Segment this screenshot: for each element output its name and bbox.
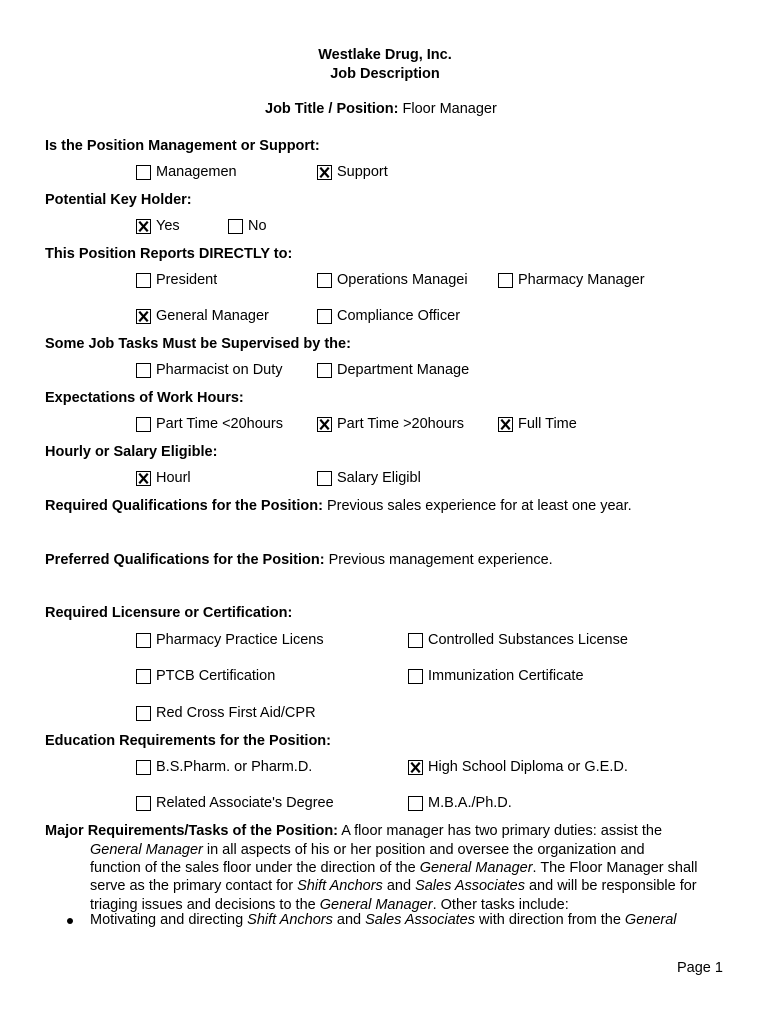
option-label: Pharmacy Manager <box>518 272 645 288</box>
option-label: Managemen <box>156 164 237 180</box>
option-compliance-officer[interactable] <box>317 308 460 324</box>
checkbox-icon[interactable] <box>408 796 423 811</box>
checkmark-x-icon <box>319 419 330 430</box>
checkbox-icon[interactable] <box>136 760 151 775</box>
education-heading: Education Requirements for the Position: <box>45 733 331 749</box>
preferred-qualifications <box>45 552 553 568</box>
option-label: Immunization Certificate <box>428 668 584 684</box>
option-hourly[interactable] <box>136 470 191 486</box>
checkmark-x-icon <box>138 221 149 232</box>
option-label: Compliance Officer <box>337 308 461 324</box>
checkbox-icon[interactable] <box>136 165 151 180</box>
checkbox-icon[interactable] <box>136 273 151 288</box>
checkbox-icon[interactable] <box>317 309 332 324</box>
checkbox-icon[interactable] <box>136 363 151 378</box>
document-title: Job Description <box>330 66 440 82</box>
checkmark-x-icon <box>138 311 149 322</box>
option-high-school-diploma[interactable] <box>408 759 628 775</box>
option-controlled-substances-license[interactable] <box>408 632 628 648</box>
option-label: High School Diploma or G.E.D. <box>428 759 628 775</box>
major-requirements-body <box>90 841 740 914</box>
checkbox-icon[interactable] <box>317 273 332 288</box>
required-qualifications-value: Previous sales experience for at least one year. <box>326 498 632 514</box>
option-immunization-certificate[interactable] <box>408 668 584 684</box>
checkbox-icon[interactable] <box>498 417 513 432</box>
option-pharmacist-on-duty[interactable] <box>136 362 283 378</box>
job-title-label: Job Title / Position: <box>265 101 399 117</box>
option-ptcb-certification[interactable] <box>136 668 275 684</box>
checkbox-icon[interactable] <box>136 219 151 234</box>
option-label: General Manager <box>156 308 269 324</box>
checkbox-icon[interactable] <box>228 219 243 234</box>
option-label: Hourl <box>156 470 191 486</box>
option-department-manager[interactable] <box>317 362 469 378</box>
option-operations-manager[interactable] <box>317 272 468 288</box>
option-label: PTCB Certification <box>156 668 276 684</box>
major-requirements-line: A floor manager has two primary duties: assist the <box>341 823 663 839</box>
position-type-heading: Is the Position Management or Support: <box>45 138 320 154</box>
major-requirements-line: serve as the primary contact for Shift Anchors and Sales Associates and will be responsible for <box>90 878 697 895</box>
option-label: Support <box>337 164 388 180</box>
option-pharmacy-manager[interactable] <box>498 272 645 288</box>
checkmark-x-icon <box>138 473 149 484</box>
checkbox-icon[interactable] <box>317 165 332 180</box>
option-label: B.S.Pharm. or Pharm.D. <box>156 759 313 775</box>
reports-to-heading: This Position Reports DIRECTLY to: <box>45 246 293 262</box>
required-qualifications-label: Required Qualifications for the Position: <box>45 498 323 514</box>
preferred-qualifications-value: Previous management experience. <box>328 552 553 568</box>
task-bullet-item: Motivating and directing Shift Anchors and Sales Associates with direction from the General <box>90 912 677 928</box>
preferred-qualifications-label: Preferred Qualifications for the Position: <box>45 552 325 568</box>
checkmark-x-icon <box>319 167 330 178</box>
pay-type-heading: Hourly or Salary Eligible: <box>45 444 218 460</box>
option-no[interactable] <box>228 218 267 234</box>
checkmark-x-icon <box>410 762 421 773</box>
checkbox-icon[interactable] <box>136 669 151 684</box>
major-requirements-line: General Manager in all aspects of his or her position and oversee the organization and <box>90 842 645 858</box>
option-label: Part Time <20hours <box>156 416 283 432</box>
option-label: Pharmacist on Duty <box>156 362 283 378</box>
required-qualifications <box>45 498 632 514</box>
option-label: President <box>156 272 218 288</box>
option-president[interactable] <box>136 272 217 288</box>
option-red-cross-first-aid[interactable] <box>136 705 316 721</box>
checkbox-icon[interactable] <box>136 633 151 648</box>
bullet-icon <box>67 918 73 924</box>
option-label: Controlled Substances License <box>428 632 628 648</box>
checkbox-icon[interactable] <box>136 706 151 721</box>
major-requirements-line: triaging issues and decisions to the General Manager. Other tasks include: <box>90 896 569 913</box>
option-label: Red Cross First Aid/CPR <box>156 705 316 721</box>
checkbox-icon[interactable] <box>408 669 423 684</box>
option-label: Salary Eligibl <box>337 470 421 486</box>
page-number: Page 1 <box>677 960 723 976</box>
option-label: Related Associate's Degree <box>156 795 334 811</box>
option-full-time[interactable] <box>498 416 577 432</box>
checkbox-icon[interactable] <box>317 363 332 378</box>
major-requirements-line: function of the sales floor under the direction of the General Manager. The Floor Manager shall <box>90 860 698 877</box>
checkbox-icon[interactable] <box>498 273 513 288</box>
checkbox-icon[interactable] <box>317 417 332 432</box>
major-requirements-label: Major Requirements/Tasks of the Position: <box>45 823 339 839</box>
option-part-time-under-20[interactable] <box>136 416 283 432</box>
option-pharmacy-practice-license[interactable] <box>136 632 324 648</box>
option-support[interactable] <box>317 164 388 180</box>
key-holder-heading: Potential Key Holder: <box>45 192 192 208</box>
option-mba-phd[interactable] <box>408 795 512 811</box>
licensure-heading: Required Licensure or Certification: <box>45 605 293 621</box>
checkbox-icon[interactable] <box>136 796 151 811</box>
checkmark-x-icon <box>500 419 511 430</box>
option-label: Operations Managei <box>337 272 468 288</box>
checkbox-icon[interactable] <box>317 471 332 486</box>
checkbox-icon[interactable] <box>408 760 423 775</box>
option-label: Pharmacy Practice Licens <box>156 632 324 648</box>
option-label: Yes <box>156 218 180 234</box>
option-label: M.B.A./Ph.D. <box>428 795 512 811</box>
work-hours-heading: Expectations of Work Hours: <box>45 390 244 406</box>
company-name: Westlake Drug, Inc. <box>318 47 452 63</box>
checkbox-icon[interactable] <box>136 417 151 432</box>
checkbox-icon[interactable] <box>408 633 423 648</box>
option-bs-pharm[interactable] <box>136 759 312 775</box>
job-title-line <box>265 101 497 117</box>
checkbox-icon[interactable] <box>136 471 151 486</box>
option-yes[interactable] <box>136 218 180 234</box>
option-label: No <box>248 218 267 234</box>
option-salary-eligible[interactable] <box>317 470 421 486</box>
job-title-value: Floor Manager <box>402 101 497 117</box>
option-associates-degree[interactable] <box>136 795 334 811</box>
major-requirements-first-line <box>45 823 662 839</box>
option-label: Department Manage <box>337 362 470 378</box>
option-part-time-over-20[interactable] <box>317 416 464 432</box>
supervised-by-heading: Some Job Tasks Must be Supervised by the: <box>45 336 351 352</box>
option-general-manager[interactable] <box>136 308 269 324</box>
checkbox-icon[interactable] <box>136 309 151 324</box>
option-label: Full Time <box>518 416 577 432</box>
option-management[interactable] <box>136 164 237 180</box>
option-label: Part Time >20hours <box>337 416 464 432</box>
